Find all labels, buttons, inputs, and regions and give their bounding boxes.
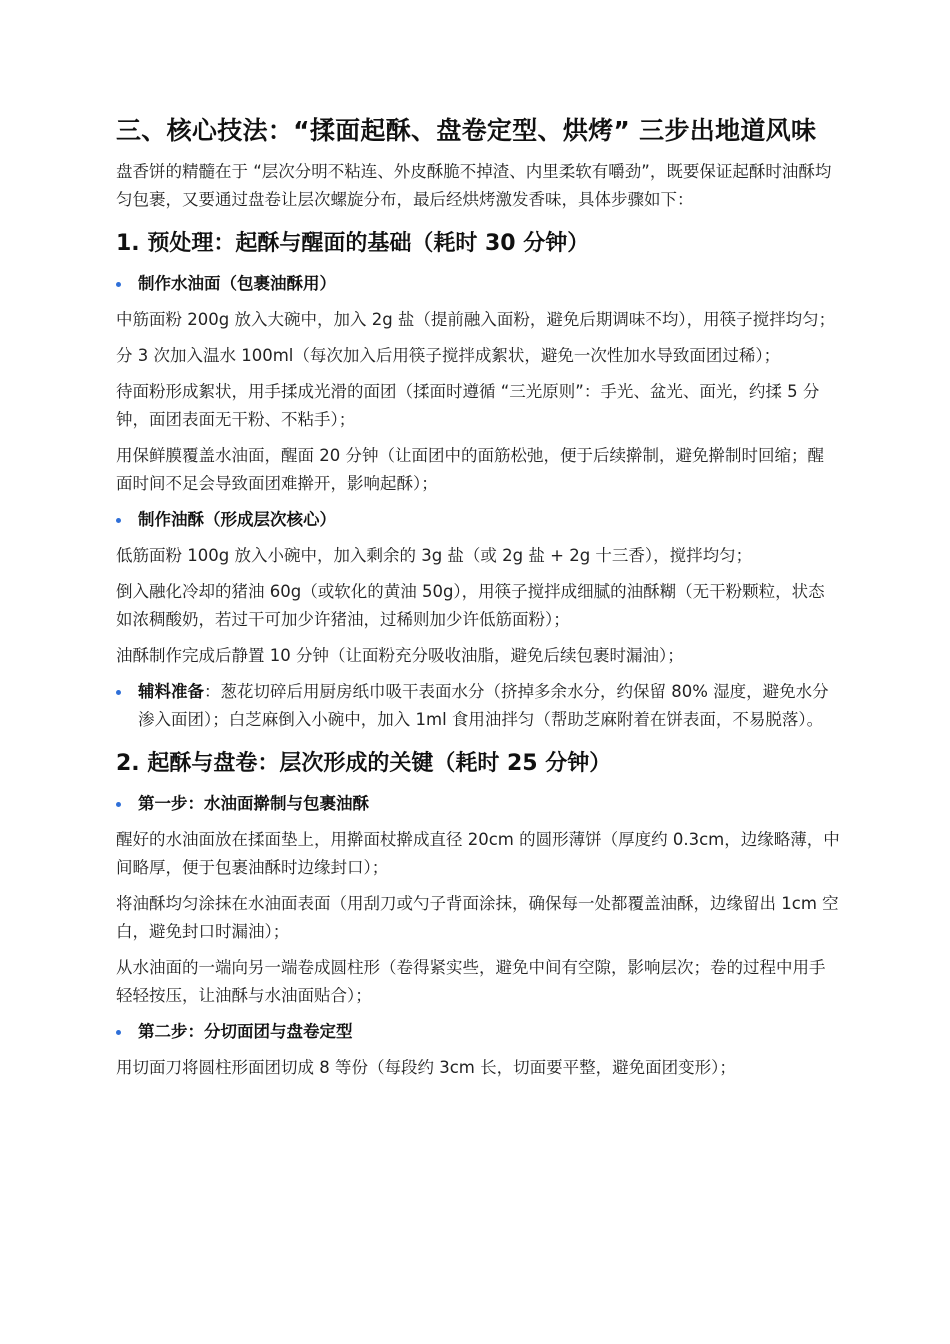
page-title: 三、核心技法：“揉面起酥、盘卷定型、烘烤” 三步出地道风味 [116,116,817,145]
bullet-dot-icon [116,1030,121,1035]
bullet-item [116,270,840,298]
section-1-heading: 1. 预处理：起酥与醒面的基础（耗时 30 分钟） [116,231,590,256]
bullet-item [116,1018,840,1046]
bullet-title: 第二步：分切面团与盘卷定型 [138,1022,353,1041]
bullet-title: 辅料准备 [138,682,204,701]
bullet-item [116,790,840,818]
step-paragraph: 油酥制作完成后静置 10 分钟（让面粉充分吸收油脂，避免后续包裹时漏油）； [116,646,684,665]
step-paragraph: 用保鲜膜覆盖水油面，醒面 20 分钟（让面团中的面筋松弛，便于后续擀制，避免擀制时回缩；醒面时间不足会导致面团难擀开，影响起酥）； [116,446,824,493]
step-paragraph: 醒好的水油面放在揉面垫上，用擀面杖擀成直径 20cm 的圆形薄饼（厚度约 0.3cm，边缘略薄，中间略厚，便于包裹油酥时边缘封口）； [116,830,840,877]
bullet-dot-icon [116,518,121,523]
bullet-title: 制作油酥（形成层次核心） [138,510,336,529]
section-2-heading: 2. 起酥与盘卷：层次形成的关键（耗时 25 分钟） [116,751,612,776]
bullet-item [116,506,840,534]
bullet-title: 制作水油面（包裹油酥用） [138,274,336,293]
step-paragraph: 分 3 次加入温水 100ml（每次加入后用筷子搅拌成絮状，避免一次性加水导致面团过稀）； [116,346,781,365]
document-page [116,112,840,1090]
bullet-item [116,678,840,734]
bullet-dot-icon [116,282,121,287]
step-paragraph: 待面粉形成絮状，用手揉成光滑的面团（揉面时遵循 “三光原则”：手光、盆光、面光，约揉 5 分钟，面团表面无干粉、不粘手）； [116,382,820,429]
step-paragraph: 低筋面粉 100g 放入小碗中，加入剩余的 3g 盐（或 2g 盐 + 2g 十三香），搅拌均匀； [116,546,753,565]
step-paragraph: 倒入融化冷却的猪油 60g（或软化的黄油 50g），用筷子搅拌成细腻的油酥糊（无干粉颗粒，状态如浓稠酸奶，若过干可加少许猪油，过稀则加少许低筋面粉）； [116,582,825,629]
step-paragraph: 用切面刀将圆柱形面团切成 8 等份（每段约 3cm 长，切面要平整，避免面团变形）； [116,1058,736,1077]
intro-paragraph: 盘香饼的精髓在于 “层次分明不粘连、外皮酥脆不掉渣、内里柔软有嚼劲”，既要保证起酥时油酥均匀包裹，又要通过盘卷让层次螺旋分布，最后经烘烤激发香味，具体步骤如下： [116,162,832,209]
step-paragraph: 中筋面粉 200g 放入大碗中，加入 2g 盐（提前融入面粉，避免后期调味不均），用筷子搅拌均匀； [116,310,836,329]
bullet-dot-icon [116,802,121,807]
bullet-text: ：葱花切碎后用厨房纸巾吸干表面水分（挤掉多余水分，约保留 80% 湿度，避免水分渗入面团）；白芝麻倒入小碗中，加入 1ml 食用油拌匀（帮助芝麻附着在饼表面，不易脱落）。 [138,682,829,729]
step-paragraph: 将油酥均匀涂抹在水油面表面（用刮刀或勺子背面涂抹，确保每一处都覆盖油酥，边缘留出 1cm 空白，避免封口时漏油）； [116,894,839,941]
bullet-dot-icon [116,690,121,695]
bullet-title: 第一步：水油面擀制与包裹油酥 [138,794,369,813]
step-paragraph: 从水油面的一端向另一端卷成圆柱形（卷得紧实些，避免中间有空隙，影响层次；卷的过程中用手轻轻按压，让油酥与水油面贴合）； [116,958,826,1005]
